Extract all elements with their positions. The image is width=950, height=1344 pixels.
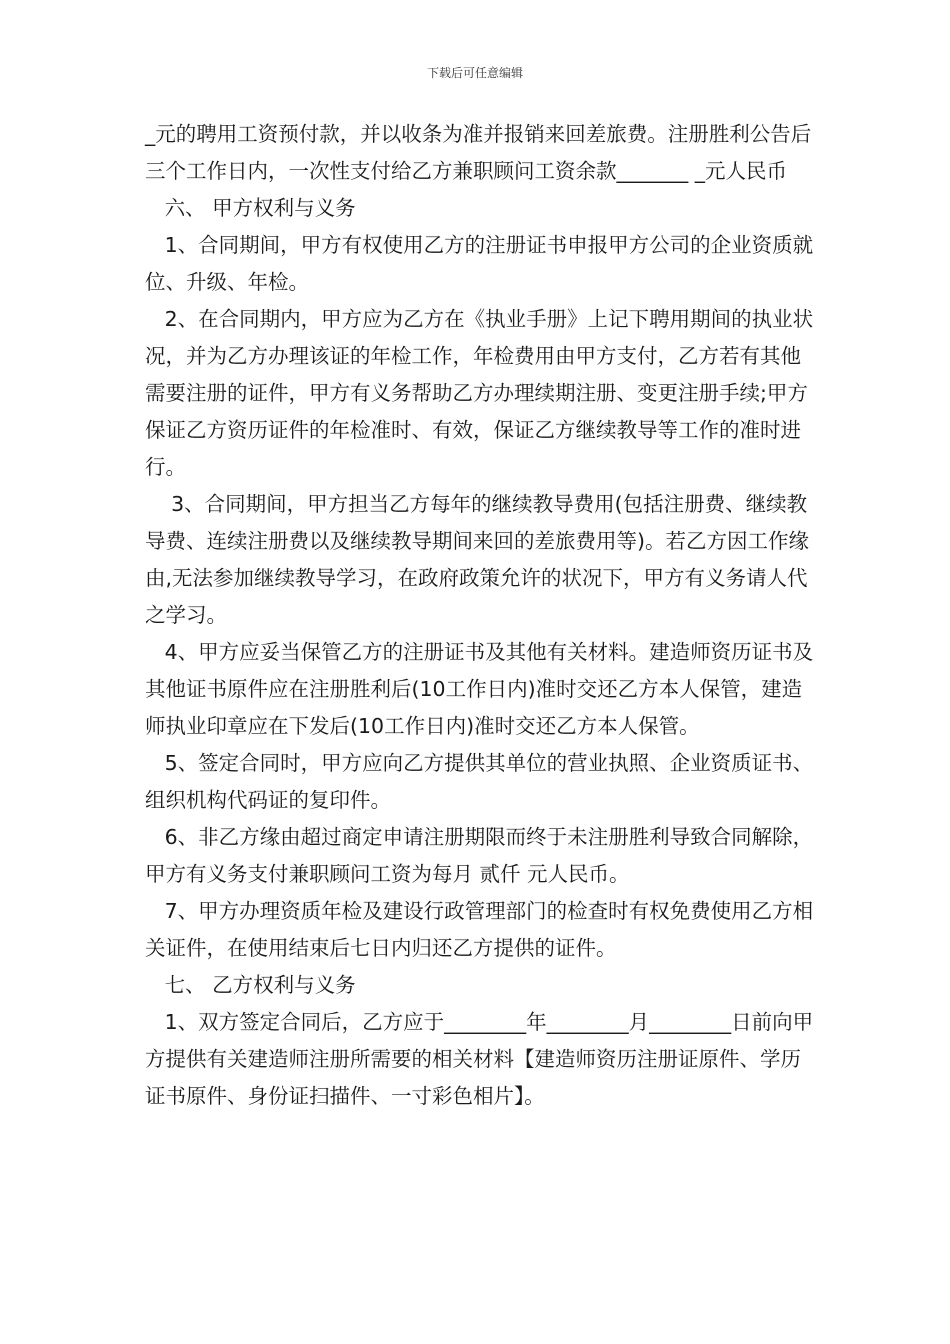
paragraph: 3、合同期间，甲方担当乙方每年的继续教导费用(包括注册费、继续教导费、连续注册费以及继续教导期间来回的差旅费用等)。若乙方因工作缘由,无法参加继续教导学习，在政府政策允许的状况下，甲方有义务请人代之学习。 [145,492,809,627]
header-note: 下载后可任意编辑 [426,66,523,80]
paragraph: 6、非乙方缘由超过商定申请注册期限而终于未注册胜利导致合同解除，甲方有义务支付兼职顾问工资为每月 贰仟 元人民币。 [145,825,814,886]
document-body [145,116,815,1115]
paragraph: 2、在合同期内，甲方应为乙方在《执业手册》上记下聘用期间的执业状况，并为乙方办理该证的年检工作，年检费用由甲方支付，乙方若有其他需要注册的证件，甲方有义务帮助乙方办理续期注册、变更注册手续;甲方保证乙方资历证件的年检准时、有效，保证乙方继续教导等工作的准时进行。 [145,307,814,479]
paragraph: 5、签定合同时，甲方应向乙方提供其单位的营业执照、企业资质证书、组织机构代码证的复印件。 [145,751,814,812]
section-heading: 六、 甲方权利与义务 [145,196,356,220]
paragraph: 1、合同期间，甲方有权使用乙方的注册证书申报甲方公司的企业资质就位、升级、年检。 [145,233,814,294]
section-heading: 七、 乙方权利与义务 [145,973,356,997]
paragraph: 1、双方签定合同后，乙方应于________年________月________日前向甲方提供有关建造师注册所需要的相关材料【建造师资历注册证原件、学历证书原件、身份证扫描件、一寸彩色相片】。 [145,1010,814,1108]
paragraph: _元的聘用工资预付款，并以收条为准并报销来回差旅费。注册胜利公告后三个工作日内，一次性支付给乙方兼职顾问工资余款_______ _元人民币 [145,122,812,183]
paragraph: 4、甲方应妥当保管乙方的注册证书及其他有关材料。建造师资历证书及其他证书原件应在注册胜利后(10工作日内)准时交还乙方本人保管，建造师执业印章应在下发后(10工作日内)准时交还乙方本人保管。 [145,640,814,738]
paragraph: 7、甲方办理资质年检及建设行政管理部门的检查时有权免费使用乙方相关证件，在使用结束后七日内归还乙方提供的证件。 [145,899,814,960]
